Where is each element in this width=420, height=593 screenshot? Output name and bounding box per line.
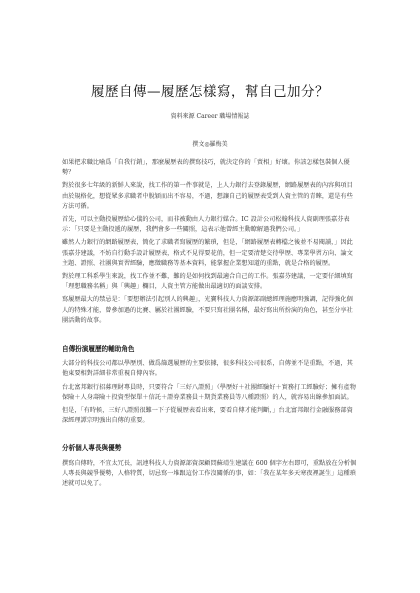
body-paragraph: 撰寫自傳時，不宜太冗長，訊連科技人力資源部資深顧問蘇靖生建議在 600 個字左右即可，重點放在分析個人專長與競爭優勢，人格特質，切忌寫一堆跟這份工作沒關係的事，如：「我在某年多天寒夜裡誕生」這種瑣述就可以免了。 [62,459,357,488]
body-paragraph: 如果把求職比喻爲「自我行銷」，那麼履歷表的撰寫技巧，就決定你的「賣相」好壞。你該怎樣包裝個人優勢？ [62,159,350,177]
section-heading: 分析個人專長與優勢 [62,444,122,453]
body-paragraph: 對於很多七年級的新鮮人來說，找工作的第一件事就是，上人力銀行去登錄履歷，網路履歷表的內容與項目由於規格化，想從眾多求職者中脫穎而出不容易，不過，想讓自己的履歷表受到人資主管的青睞，還是有些方法可循。 [62,182,353,210]
document-title: 履歷自傳—履歷怎樣寫，幫自己加分？ [91,84,329,100]
body-paragraph: 雖然人力銀行的網路履歷表，簡化了求職者寫履歷的繁瑣，但是，「網路履歷表轉檔之後並不易閱讀，」因此張嘉芬建議，不妨自行動手設計履歷表，格式不見得要花俏，但一定要清楚交待學歷、專業學習方向、論文主題、證照、社團與實習經驗，應徵職務等基本資料，能掌握企業想知道的重點，就是合格的履歷。 [62,239,353,267]
body-paragraph: 大部分的科技公司都以學歷別、做爲篩選履歷的主要依據，很多科技公司很系，自傳並不是重點，不過，其他東要相對詳細非常重視自傳內容。 [62,360,353,378]
body-paragraph: 但是，「有時候，三好八證照很難一下子從履歷表看出來，要看自傳才能判斷，」台北富邦銀行金融服務部資深經理譚宗明強出自傳的重要。 [62,407,353,425]
body-paragraph: 寫履歷最大的禁忌是：「要想辦法引起別人的興趣」，光寶科技人力資源部副總經理施應明強調，記得強化個人的特殊才能，曾參加過的比賽、屬於社團經驗，不要只寫社團名稱，最好寫出所扮演的角色，甚至分享社團活動的故事。 [62,296,353,324]
document-body [62,158,358,492]
document-author: 撰文◎羅梅美 [192,141,228,148]
document-source: 資料來源 Career 職場情報誌 [170,113,250,120]
section-heading: 自傳扮演履歷的輔助角色 [62,345,135,354]
body-paragraph: 台北富邦銀行招募理財專員時，只要符合「三好八證照」（學歷好＋社團經驗好＋實務打工經驗好；擁有產物保險＋人身壽險＋投資型保單＋信託＋證券業務員＋期貨業務員等八種證照）的人，就容易出線參加面試。 [62,383,356,401]
body-paragraph: 首先，可以主動投履歷給心儀的公司，而非被動由人力銀行媒合。IC 設計公司松翰科技人資副理張嘉芬表示：「只要是主動投遞的履歷，我們會多一些關照，這表示他曾經主動瞭解過我們公司。」 [62,216,350,234]
body-paragraph: 對於理工科系學生來說，找工作並不難，難的是如何找到最適合自己的工作。張嘉芬建議，一定要仔細填寫「理想職務名稱」與「興趣」欄目，人資主管方能做出最適切的面談安排。 [62,273,353,291]
